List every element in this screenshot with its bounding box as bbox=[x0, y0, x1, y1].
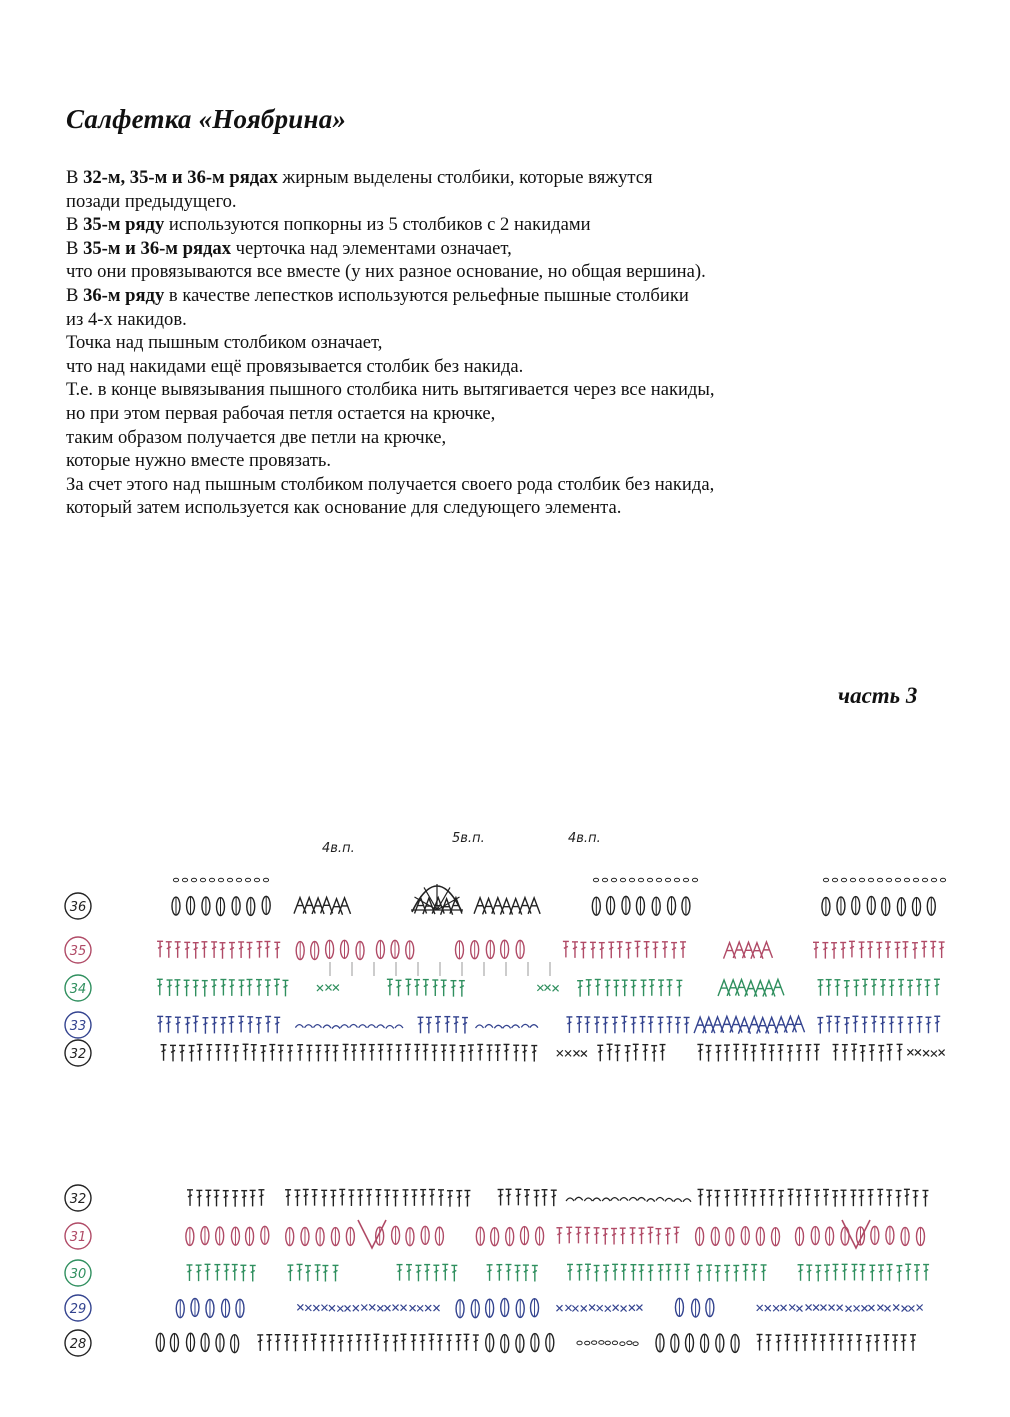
text-line bbox=[66, 260, 966, 284]
bold-text-run: 35-м и 36-м рядах bbox=[83, 237, 232, 259]
row-number-34 bbox=[65, 975, 91, 1001]
stitch-row-35 bbox=[157, 940, 945, 959]
chain-count-annotation: 4в.п. bbox=[568, 831, 601, 846]
text-line bbox=[66, 213, 966, 237]
text-run: В bbox=[66, 284, 84, 306]
row-number-label: 33 bbox=[69, 1019, 87, 1034]
stitch-row-30 bbox=[186, 1264, 929, 1281]
chain-count-annotation: 5в.п. bbox=[452, 831, 485, 846]
text-run: но при этом первая рабочая петля остается на крючке, bbox=[66, 402, 496, 424]
row-number-label: 32 bbox=[69, 1047, 87, 1062]
text-run: что они провязываются все вместе (у них разное основание, но общая вершина). bbox=[66, 261, 706, 283]
text-line bbox=[66, 284, 966, 308]
row-number-29 bbox=[65, 1295, 91, 1321]
row-number-28 bbox=[65, 1330, 91, 1356]
stitch-row-31 bbox=[186, 1226, 925, 1245]
text-line bbox=[66, 237, 966, 261]
text-line bbox=[66, 355, 966, 379]
text-line bbox=[66, 426, 966, 450]
row-number-31 bbox=[65, 1223, 91, 1249]
text-run: который затем используется как основание для следующего элемента. bbox=[66, 497, 622, 519]
stitch-row-28 bbox=[156, 1333, 916, 1352]
text-run: из 4-х накидов. bbox=[66, 308, 187, 330]
text-run: в качестве лепестков используются рельефные пышные столбики bbox=[164, 284, 689, 306]
row-number-36 bbox=[65, 893, 91, 919]
text-line bbox=[66, 402, 966, 426]
text-run: Точка над пышным столбиком означает, bbox=[66, 332, 383, 354]
text-line bbox=[66, 190, 966, 214]
row-number-35 bbox=[65, 937, 91, 963]
text-run: позади предыдущего. bbox=[66, 190, 237, 212]
text-line bbox=[66, 378, 966, 402]
part-label: часть 3 bbox=[838, 683, 918, 708]
chain-arcs bbox=[173, 878, 945, 882]
row-number-label: 28 bbox=[69, 1337, 87, 1352]
text-line bbox=[66, 449, 966, 473]
chain-count-annotation: 4в.п. bbox=[322, 841, 355, 856]
text-run: В bbox=[66, 167, 84, 188]
text-line bbox=[66, 308, 966, 332]
text-line bbox=[66, 496, 966, 520]
text-run: которые нужно вместе провязать. bbox=[66, 450, 331, 472]
text-line bbox=[66, 473, 966, 497]
stitch-row-32 bbox=[187, 1189, 928, 1206]
stitch-row-32 bbox=[161, 1044, 945, 1061]
text-line bbox=[66, 166, 966, 190]
crochet-chart-bottom bbox=[0, 1160, 1010, 1360]
row-number-label: 36 bbox=[69, 900, 87, 915]
text-run: черточка над элементами означает, bbox=[231, 237, 512, 259]
row-number-32 bbox=[65, 1040, 91, 1066]
row-number-label: 32 bbox=[69, 1192, 87, 1207]
crochet-chart-top bbox=[0, 820, 1010, 1080]
stitch-row-36 bbox=[172, 896, 935, 915]
row-number-32 bbox=[65, 1185, 91, 1211]
row-number-33 bbox=[65, 1012, 91, 1038]
bold-text-run: 36-м ряду bbox=[83, 284, 165, 306]
text-run: таким образом получается две петли на крючке, bbox=[66, 426, 447, 448]
text-run: что над накидами ещё провязывается столбик без накида. bbox=[66, 355, 524, 377]
bold-text-run: 35-м ряду bbox=[83, 214, 165, 236]
row-number-label: 30 bbox=[69, 1267, 87, 1282]
row-number-label: 35 bbox=[69, 944, 87, 959]
guide-arrows bbox=[330, 962, 550, 976]
text-run: В bbox=[66, 237, 84, 259]
stitch-row-29 bbox=[176, 1298, 922, 1317]
document-title: Салфетка «Ноябрина» bbox=[66, 104, 347, 134]
stitch-row-33 bbox=[157, 1016, 940, 1033]
text-run: В bbox=[66, 214, 84, 236]
text-run: Т.е. в конце вывязывания пышного столбика нить вытягивается через все накиды, bbox=[66, 379, 715, 401]
text-run: используются попкорны из 5 столбиков с 2 накидами bbox=[164, 214, 591, 236]
row-number-label: 34 bbox=[69, 982, 87, 997]
stitch-row-34 bbox=[157, 979, 940, 996]
bold-text-run: 32-м, 35-м и 36-м рядах bbox=[83, 167, 278, 188]
text-line bbox=[66, 331, 966, 355]
row-number-label: 29 bbox=[69, 1302, 87, 1317]
row-number-label: 31 bbox=[69, 1230, 87, 1245]
description-text bbox=[66, 166, 966, 520]
row-number-30 bbox=[65, 1260, 91, 1286]
text-run: За счет этого над пышным столбиком получается своего рода столбик без накида, bbox=[66, 473, 715, 495]
text-run: жирным выделены столбики, которые вяжутся bbox=[277, 167, 653, 188]
